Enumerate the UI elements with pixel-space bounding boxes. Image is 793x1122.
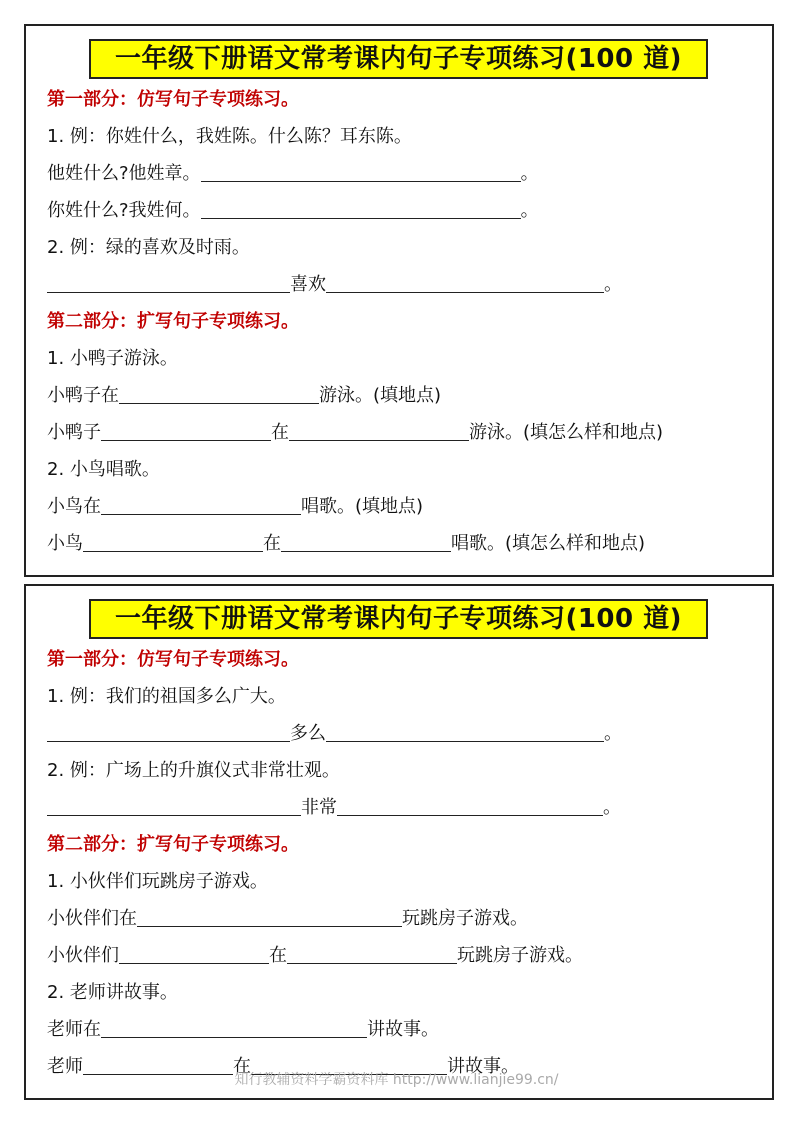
- exercise-word: 在: [263, 533, 281, 554]
- exercise-prompt: 小鸭子: [47, 422, 101, 443]
- answer-blank[interactable]: [287, 943, 457, 964]
- part-two-heading: 第二部分：扩写句子专项练习。: [47, 311, 299, 332]
- answer-blank[interactable]: [101, 494, 301, 515]
- question-example: 1. 例：你姓什么，我姓陈。什么陈？耳东陈。: [47, 126, 412, 147]
- exercise-line: [47, 721, 622, 747]
- answer-blank[interactable]: [47, 272, 290, 293]
- exercise-line: [47, 272, 622, 298]
- exercise-hint: 唱歌。(填怎么样和地点): [451, 533, 646, 554]
- exercise-ending: 。: [520, 163, 539, 184]
- exercise-line: [47, 531, 645, 557]
- exercise-word: 多么: [290, 723, 326, 744]
- exercise-line: [47, 420, 663, 446]
- answer-blank[interactable]: [47, 795, 301, 816]
- exercise-prompt: 老师在: [47, 1019, 101, 1040]
- question-example: 2. 例：绿的喜欢及时雨。: [47, 237, 250, 258]
- answer-blank[interactable]: [137, 906, 402, 927]
- exercise-hint: 唱歌。(填地点: [301, 496, 417, 517]
- exercise-prompt: 你姓什么?我姓何。: [47, 200, 201, 221]
- question-stem: 1. 小鸭子游泳。: [47, 348, 178, 369]
- answer-blank[interactable]: [201, 198, 521, 219]
- answer-blank[interactable]: [119, 383, 319, 404]
- exercise-line: [47, 198, 539, 224]
- exercise-word: 非常: [301, 797, 337, 818]
- answer-blank[interactable]: [83, 531, 263, 552]
- exercise-word: 在: [271, 422, 289, 443]
- answer-blank[interactable]: [101, 1017, 367, 1038]
- exercise-ending: 玩跳房子游戏。: [402, 908, 528, 929]
- part-one-heading: 第一部分：仿写句子专项练习。: [47, 89, 299, 110]
- exercise-ending: 讲故事。: [447, 1056, 519, 1077]
- exercise-line: [47, 494, 423, 520]
- exercise-ending: 玩跳房子游戏。: [457, 945, 583, 966]
- exercise-prompt: 老师: [47, 1056, 83, 1077]
- watermark-text: 知行教辅资料学霸资料库 http://www.lianjie99.cn/: [234, 1072, 559, 1088]
- exercise-line: [47, 383, 441, 409]
- exercise-word: 喜欢: [290, 274, 326, 295]
- exercise-prompt: 小鸭子在: [47, 385, 119, 406]
- question-stem: 2. 小鸟唱歌。: [47, 459, 160, 480]
- answer-blank[interactable]: [101, 420, 271, 441]
- exercise-word: 在: [269, 945, 287, 966]
- answer-blank[interactable]: [119, 943, 269, 964]
- worksheet-panel-2: [24, 584, 774, 1100]
- exercise-ending: 。: [520, 200, 539, 221]
- question-stem: 2. 老师讲故事。: [47, 982, 178, 1003]
- exercise-ending: 。: [603, 797, 621, 818]
- worksheet-title: 一年级下册语文常考课内句子专项练习(100 道): [89, 599, 708, 639]
- exercise-prompt: 小伙伴们: [47, 945, 119, 966]
- answer-blank[interactable]: [201, 161, 521, 182]
- exercise-prompt: 小鸟在: [47, 496, 101, 517]
- exercise-ending: 。: [604, 723, 622, 744]
- exercise-line: [47, 943, 583, 969]
- answer-blank[interactable]: [281, 531, 451, 552]
- part-two-heading: 第二部分：扩写句子专项练习。: [47, 834, 299, 855]
- exercise-hint: 游泳。(填地点): [319, 385, 442, 406]
- exercise-word: 在: [233, 1056, 251, 1077]
- exercise-line: [47, 795, 621, 821]
- exercise-prompt: 他姓什么?他姓章。: [47, 163, 201, 184]
- question-example: 2. 例：广场上的升旗仪式非常壮观。: [47, 760, 340, 781]
- exercise-ending: 讲故事。: [367, 1019, 439, 1040]
- answer-blank[interactable]: [47, 721, 290, 742]
- exercise-line: [47, 1017, 439, 1043]
- answer-blank[interactable]: [326, 272, 604, 293]
- answer-blank[interactable]: [289, 420, 469, 441]
- exercise-line: [47, 161, 539, 187]
- worksheet-title: 一年级下册语文常考课内句子专项练习(100 道): [89, 39, 708, 79]
- exercise-hint: 游泳。(填怎么样和地点): [469, 422, 664, 443]
- answer-blank[interactable]: [326, 721, 604, 742]
- exercise-ending: 。: [604, 274, 622, 295]
- question-stem: 1. 小伙伴们玩跳房子游戏。: [47, 871, 268, 892]
- exercise-line: [47, 906, 528, 932]
- exercise-prompt: 小鸟: [47, 533, 83, 554]
- exercise-hint-close: ): [416, 496, 424, 517]
- part-one-heading: 第一部分：仿写句子专项练习。: [47, 649, 299, 670]
- answer-blank[interactable]: [337, 795, 603, 816]
- exercise-prompt: 小伙伴们在: [47, 908, 137, 929]
- question-example: 1. 例：我们的祖国多么广大。: [47, 686, 286, 707]
- worksheet-panel-1: [24, 24, 774, 577]
